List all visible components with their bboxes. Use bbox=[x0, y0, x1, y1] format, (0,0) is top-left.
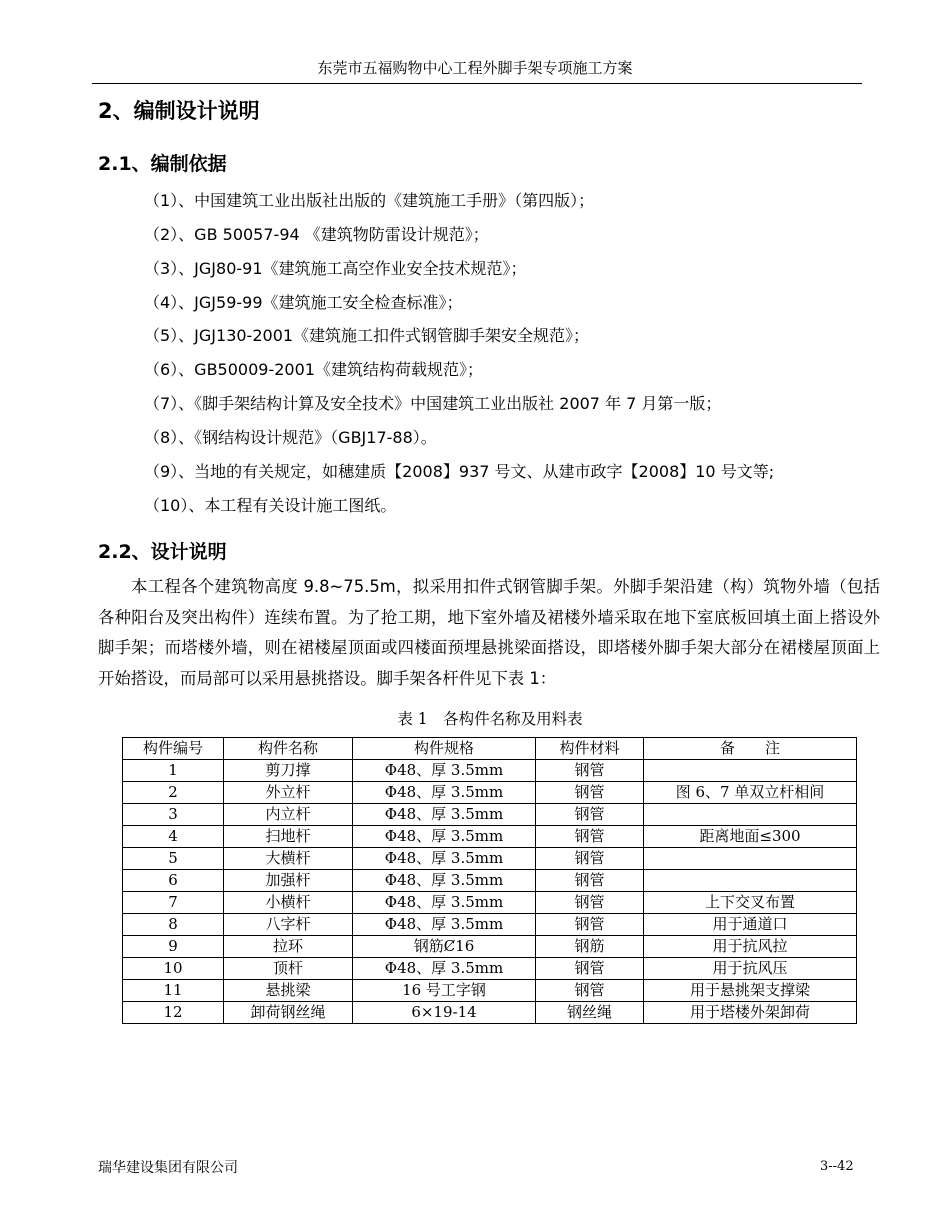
section-heading: 2、编制设计说明 bbox=[98, 99, 260, 123]
column-header-remark: 备 注 bbox=[644, 738, 857, 760]
cell-number: 9 bbox=[123, 936, 224, 958]
cell-remark: 用于抗风压 bbox=[644, 958, 857, 980]
cell-name: 剪刀撑 bbox=[224, 760, 353, 782]
cell-material: 钢丝绳 bbox=[536, 1002, 644, 1024]
cell-remark bbox=[644, 804, 857, 826]
column-header-name: 构件名称 bbox=[224, 738, 353, 760]
header-divider bbox=[92, 83, 862, 84]
cell-spec: 6×19-14 bbox=[353, 1002, 536, 1024]
table-row bbox=[123, 870, 857, 892]
cell-name: 外立杆 bbox=[224, 782, 353, 804]
cell-number: 5 bbox=[123, 848, 224, 870]
cell-spec: Φ48、厚 3.5mm bbox=[353, 958, 536, 980]
table-caption: 表 1 各构件名称及用料表 bbox=[397, 710, 583, 728]
table-row bbox=[123, 1002, 857, 1024]
cell-spec: 钢筋Ȼ16 bbox=[353, 936, 536, 958]
reference-item: （2）、GB 50057-94 《建筑物防雷设计规范》； bbox=[144, 225, 489, 244]
cell-name: 卸荷钢丝绳 bbox=[224, 1002, 353, 1024]
cell-spec: Φ48、厚 3.5mm bbox=[353, 782, 536, 804]
cell-spec: Φ48、厚 3.5mm bbox=[353, 870, 536, 892]
cell-number: 4 bbox=[123, 826, 224, 848]
cell-number: 1 bbox=[123, 760, 224, 782]
footer-page-number: 3--42 bbox=[820, 1159, 854, 1174]
cell-name: 悬挑梁 bbox=[224, 980, 353, 1002]
cell-name: 加强杆 bbox=[224, 870, 353, 892]
cell-number: 8 bbox=[123, 914, 224, 936]
cell-name: 八字杆 bbox=[224, 914, 353, 936]
cell-name: 顶杆 bbox=[224, 958, 353, 980]
cell-remark: 用于悬挑架支撑梁 bbox=[644, 980, 857, 1002]
cell-name: 小横杆 bbox=[224, 892, 353, 914]
reference-item: （4）、JGJ59-99《建筑施工安全检查标准》； bbox=[144, 293, 463, 312]
cell-remark: 用于通道口 bbox=[644, 914, 857, 936]
cell-material: 钢管 bbox=[536, 826, 644, 848]
cell-number: 3 bbox=[123, 804, 224, 826]
cell-remark bbox=[644, 848, 857, 870]
cell-number: 10 bbox=[123, 958, 224, 980]
table-row bbox=[123, 914, 857, 936]
cell-name: 大横杆 bbox=[224, 848, 353, 870]
cell-number: 11 bbox=[123, 980, 224, 1002]
column-header-material: 构件材料 bbox=[536, 738, 644, 760]
table-row bbox=[123, 826, 857, 848]
cell-material: 钢管 bbox=[536, 914, 644, 936]
table-row bbox=[123, 892, 857, 914]
column-header-number: 构件编号 bbox=[123, 738, 224, 760]
cell-spec: Φ48、厚 3.5mm bbox=[353, 826, 536, 848]
table-row bbox=[123, 804, 857, 826]
cell-number: 7 bbox=[123, 892, 224, 914]
cell-material: 钢管 bbox=[536, 958, 644, 980]
design-heading: 2.2、设计说明 bbox=[98, 541, 227, 563]
cell-remark: 用于抗风拉 bbox=[644, 936, 857, 958]
cell-material: 钢管 bbox=[536, 848, 644, 870]
reference-item: （5）、JGJ130-2001《建筑施工扣件式钢管脚手架安全规范》； bbox=[144, 326, 590, 345]
reference-item: （6）、GB50009-2001《建筑结构荷载规范》； bbox=[144, 360, 483, 379]
cell-name: 拉环 bbox=[224, 936, 353, 958]
table-row bbox=[123, 980, 857, 1002]
components-table bbox=[122, 737, 857, 1024]
reference-item: （10）、本工程有关设计施工图纸。 bbox=[144, 496, 397, 515]
cell-remark bbox=[644, 870, 857, 892]
reference-item: （7）、《脚手架结构计算及安全技术》中国建筑工业出版社 2007 年 7 月第一版； bbox=[144, 394, 722, 413]
cell-spec: Φ48、厚 3.5mm bbox=[353, 914, 536, 936]
cell-material: 钢管 bbox=[536, 980, 644, 1002]
cell-material: 钢管 bbox=[536, 804, 644, 826]
table-row bbox=[123, 958, 857, 980]
cell-spec: Φ48、厚 3.5mm bbox=[353, 760, 536, 782]
table-header-row bbox=[123, 738, 857, 760]
table-row bbox=[123, 936, 857, 958]
table-body bbox=[123, 760, 857, 1024]
cell-material: 钢管 bbox=[536, 760, 644, 782]
cell-remark bbox=[644, 760, 857, 782]
cell-material: 钢管 bbox=[536, 870, 644, 892]
reference-item: （8）、《钢结构设计规范》（GBJ17-88）。 bbox=[144, 428, 437, 447]
basis-heading: 2.1、编制依据 bbox=[98, 153, 227, 175]
design-paragraph: 本工程各个建筑物高度 9.8~75.5m，拟采用扣件式钢管脚手架。外脚手架沿建（构）筑物外墙（包括各种阳台及突出构件）连续布置。为了抢工期，地下室外墙及裙楼外墙采取在地下室底板回填土面上搭设外脚手架；而塔楼外墙，则在裙楼屋顶面或四楼面预埋悬挑梁面搭设，即塔楼外脚手架大部分在裙楼屋顶面上开始搭设，而局部可以采用悬挑搭设。脚手架各杆件见下表 1： bbox=[98, 577, 880, 688]
column-header-spec: 构件规格 bbox=[353, 738, 536, 760]
cell-remark: 距离地面≤300 bbox=[644, 826, 857, 848]
cell-remark: 图 6、7 单双立杆相间 bbox=[644, 782, 857, 804]
cell-spec: 16 号工字钢 bbox=[353, 980, 536, 1002]
table-row bbox=[123, 848, 857, 870]
cell-name: 内立杆 bbox=[224, 804, 353, 826]
page-header-title: 东莞市五福购物中心工程外脚手架专项施工方案 bbox=[317, 59, 633, 77]
cell-number: 6 bbox=[123, 870, 224, 892]
cell-spec: Φ48、厚 3.5mm bbox=[353, 892, 536, 914]
reference-item: （3）、JGJ80-91《建筑施工高空作业安全技术规范》； bbox=[144, 259, 527, 278]
cell-remark: 用于塔楼外架卸荷 bbox=[644, 1002, 857, 1024]
cell-number: 12 bbox=[123, 1002, 224, 1024]
footer-company: 瑞华建设集团有限公司 bbox=[98, 1160, 238, 1176]
cell-number: 2 bbox=[123, 782, 224, 804]
reference-item: （1）、中国建筑工业出版社出版的《建筑施工手册》（第四版）； bbox=[144, 191, 595, 210]
cell-material: 钢筋 bbox=[536, 936, 644, 958]
reference-item: （9）、当地的有关规定，如穗建质【2008】937 号文、从建市政字【2008】10 号文等; bbox=[144, 462, 775, 481]
table-row bbox=[123, 760, 857, 782]
table-row bbox=[123, 782, 857, 804]
cell-remark: 上下交叉布置 bbox=[644, 892, 857, 914]
cell-spec: Φ48、厚 3.5mm bbox=[353, 848, 536, 870]
cell-spec: Φ48、厚 3.5mm bbox=[353, 804, 536, 826]
cell-material: 钢管 bbox=[536, 892, 644, 914]
cell-name: 扫地杆 bbox=[224, 826, 353, 848]
cell-material: 钢管 bbox=[536, 782, 644, 804]
